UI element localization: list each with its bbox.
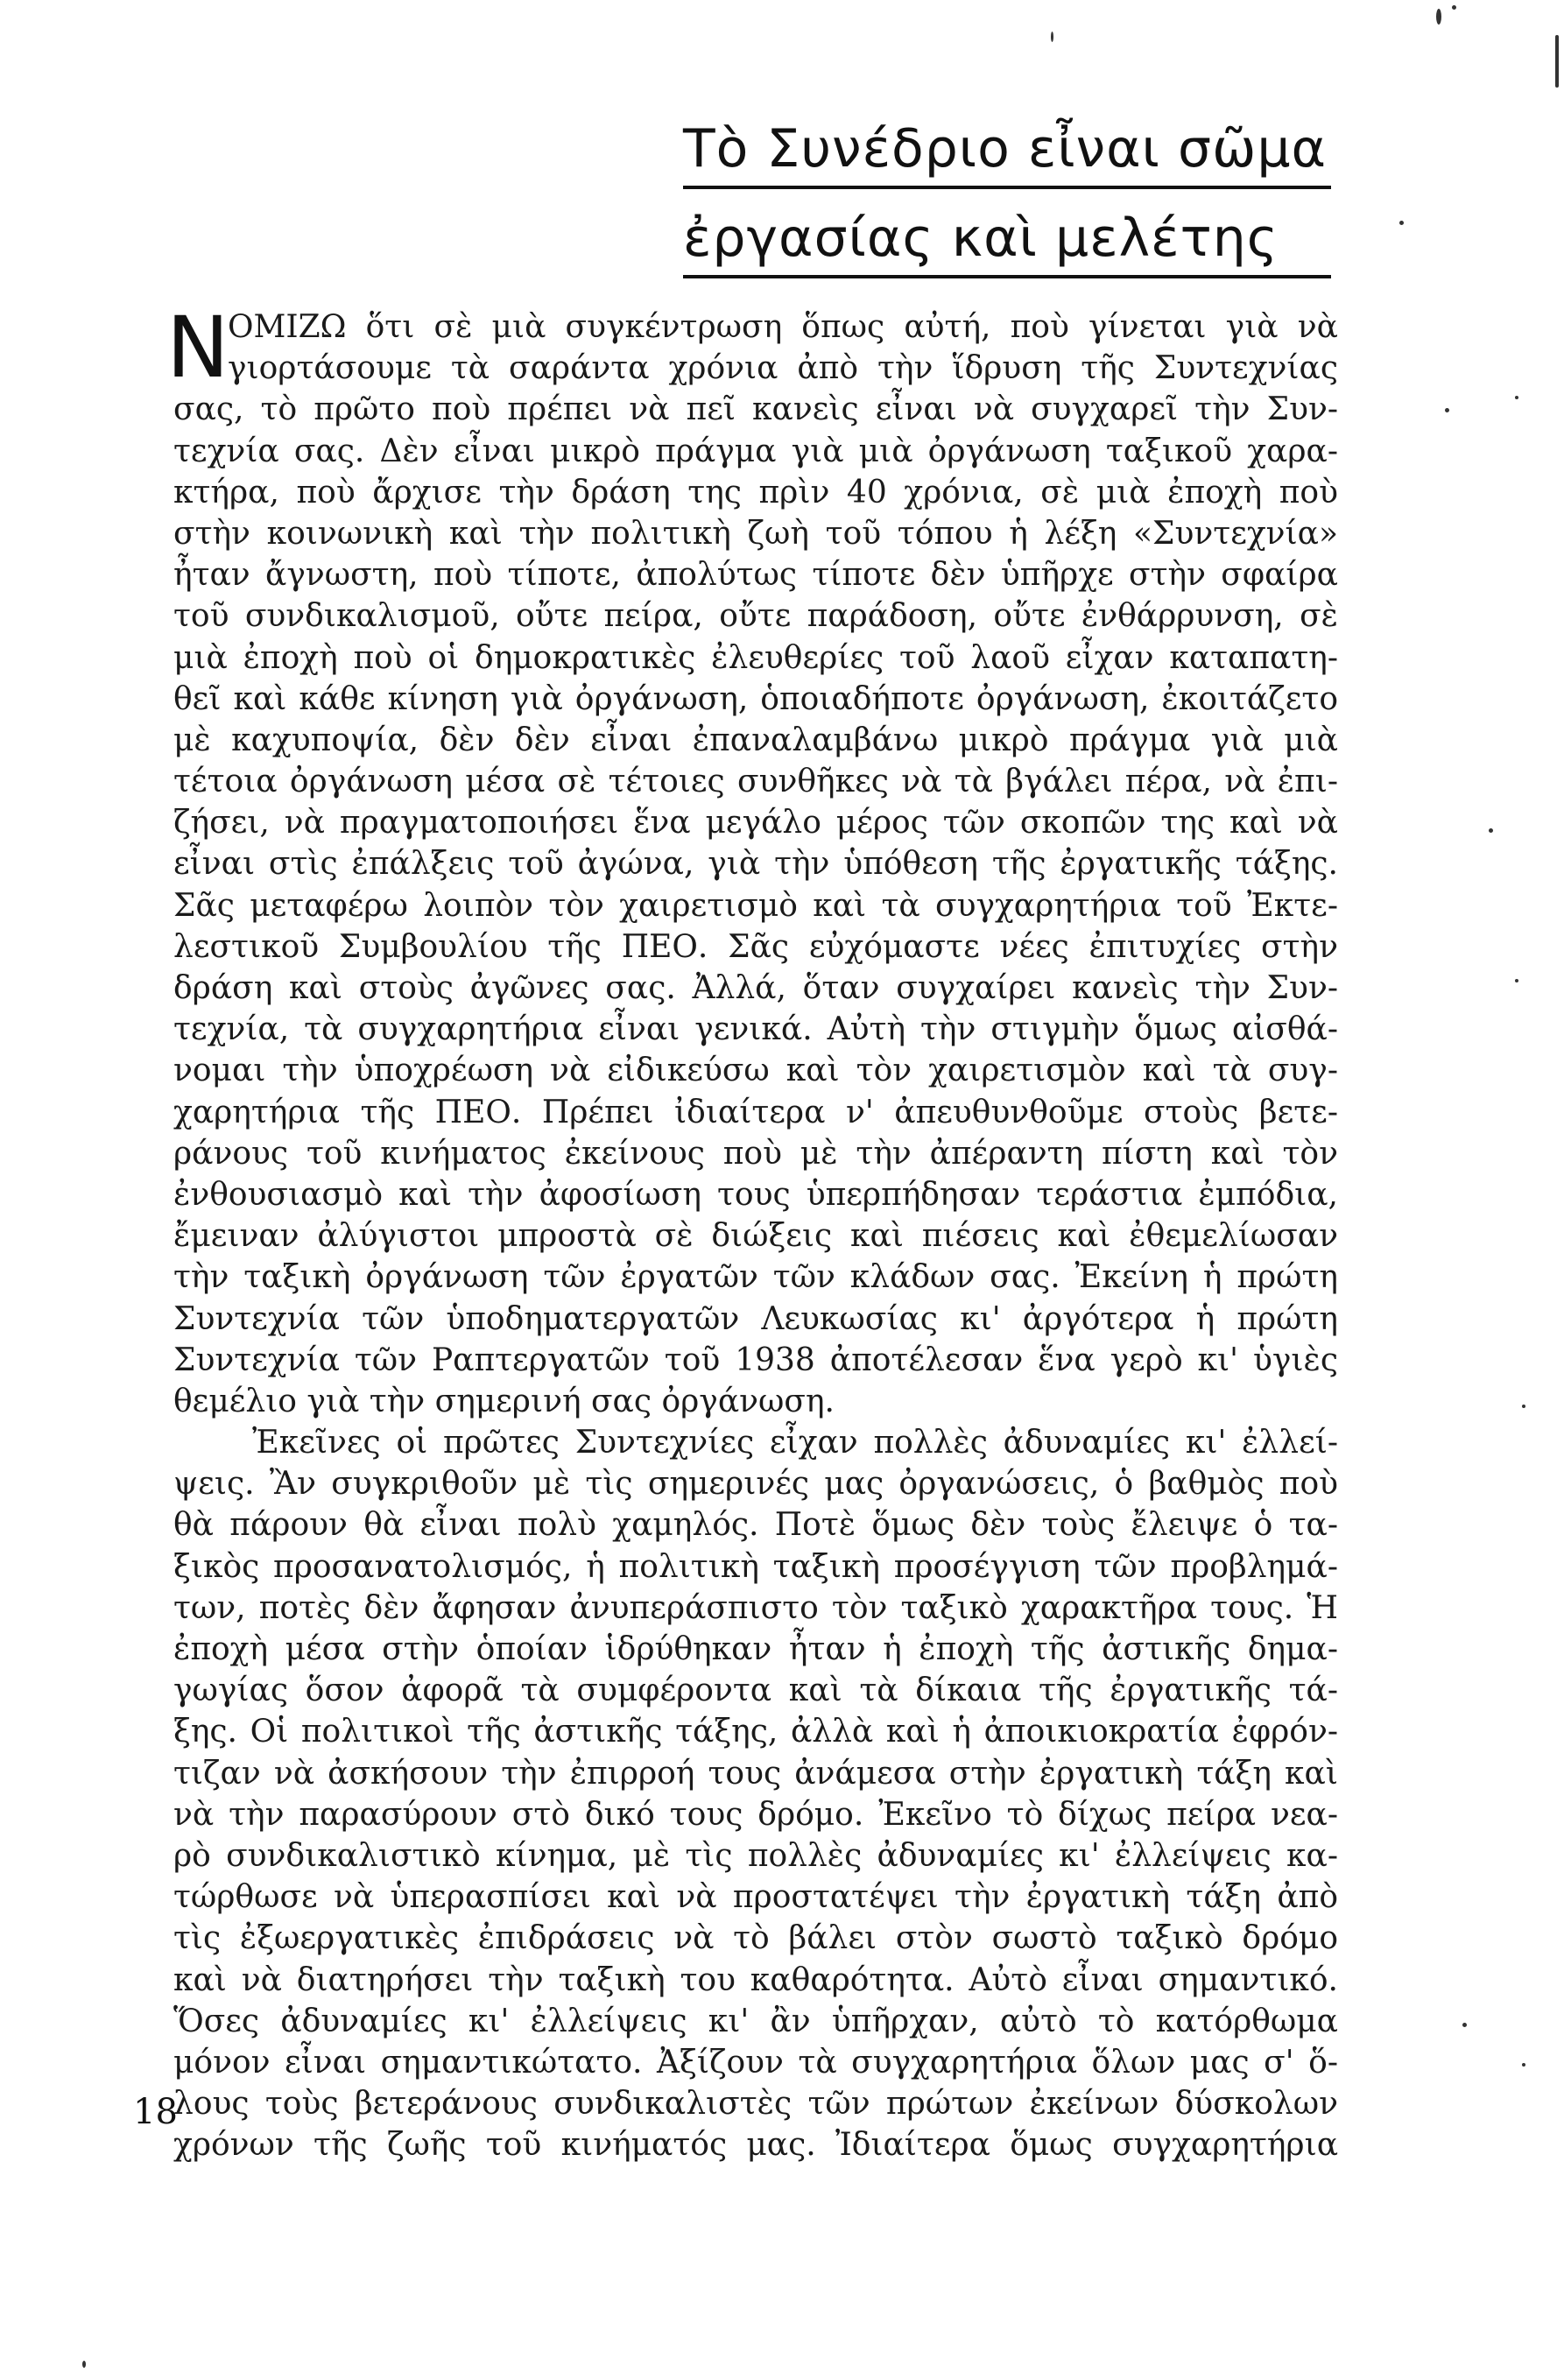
body-line: ἦταν ἄγνωστη, ποὺ τίποτε, ἀπολύτως τίποτε δὲν ὑπῆρχε στὴν σφαίρα: [173, 557, 1338, 594]
body-line: τιζαν νὰ ἀσκήσουν τὴν ἐπιρροή τους ἀνάμεσα στὴν ἐργατικὴ τάξη καὶ: [173, 1755, 1338, 1792]
scan-speck: [1399, 221, 1404, 225]
article-body: [166, 299, 1338, 2165]
scan-speck: [82, 2361, 86, 2368]
body-line: Ὅσες ἀδυναμίες κι' ἐλλείψεις κι' ἂν ὑπῆρχαν, αὐτὸ τὸ κατόρθωμα: [173, 2003, 1338, 2039]
body-line: θεμέλιο γιὰ τὴν σημερινή σας ὀργάνωση.: [173, 1383, 835, 1419]
body-line: θὰ πάρουν θὰ εἶναι πολὺ χαμηλός. Ποτὲ ὅμως δὲν τοὺς ἔλειψε ὁ τα-: [173, 1507, 1338, 1544]
drop-cap: N: [166, 299, 229, 397]
body-line: μὲ καχυποψία, δὲν δὲν εἶναι ἐπαναλαμβάνω μικρὸ πράγμα γιὰ μιὰ: [173, 722, 1338, 758]
body-line: ἔμειναν ἀλύγιστοι μπροστὰ σὲ διώξεις καὶ πιέσεις καὶ ἐθεμελίωσαν: [173, 1218, 1338, 1255]
body-line: τοῦ συνδικαλισμοῦ, οὔτε πείρα, οὔτε παράδοση, οὔτε ἐνθάρρυνση, σὲ: [173, 598, 1338, 635]
body-line: εἶναι στὶς ἐπάλξεις τοῦ ἀγώνα, γιὰ τὴν ὑπόθεση τῆς ἐργατικῆς τάξης.: [173, 846, 1338, 883]
body-line: ζήσει, νὰ πραγματοποιήσει ἕνα μεγάλο μέρος τῶν σκοπῶν της καὶ νὰ: [173, 805, 1338, 841]
body-line: ράνους τοῦ κινήματος ἐκείνους ποὺ μὲ τὴν ἀπέραντη πίστη καὶ τὸν: [173, 1135, 1338, 1172]
body-line: Συντεχνία τῶν ὑποδηματεργατῶν Λευκωσίας κι' ἀργότερα ἡ πρώτη: [173, 1300, 1338, 1337]
body-line: τὴν ταξικὴ ὀργάνωση τῶν ἐργατῶν τῶν κλάδων σας. Ἐκείνη ἡ πρώτη: [173, 1259, 1338, 1296]
body-line: χαρητήρια τῆς ΠΕΟ. Πρέπει ἰδιαίτερα ν' ἀπευθυνθοῦμε στοὺς βετε-: [173, 1094, 1338, 1130]
body-line: νομαι τὴν ὑποχρέωση νὰ εἰδικεύσω καὶ τὸν χαιρετισμὸν καὶ τὰ συγ-: [173, 1053, 1338, 1089]
body-line: λεστικοῦ Συμβουλίου τῆς ΠΕΟ. Σᾶς εὐχόμαστε νέες ἐπιτυχίες στὴν: [173, 928, 1338, 965]
body-line: τέτοια ὀργάνωση μέσα σὲ τέτοιες συνθῆκες νὰ τὰ βγάλει πέρα, νὰ ἐπι-: [173, 764, 1338, 800]
scan-speck: [1452, 5, 1456, 10]
body-line: δράση καὶ στοὺς ἀγῶνες σας. Ἀλλά, ὅταν συγχαίρει κανεὶς τὴν Συν-: [173, 970, 1338, 1006]
body-line: ξης. Οἱ πολιτικοὶ τῆς ἀστικῆς τάξης, ἀλλὰ καὶ ἡ ἀποικιοκρατία ἐφρόν-: [173, 1714, 1338, 1750]
body-line: Σᾶς μεταφέρω λοιπὸν τὸν χαιρετισμὸ καὶ τὰ συγχαρητήρια τοῦ Ἐκτε-: [173, 887, 1338, 924]
scan-speck: [1555, 35, 1559, 88]
scan-speck: [1462, 2023, 1467, 2027]
body-line: τεχνία, τὰ συγχαρητήρια εἶναι γενικά. Αὐτὴ τὴν στιγμὴν ὅμως αἰσθά-: [173, 1011, 1338, 1048]
scan-speck: [1515, 979, 1518, 982]
scan-speck: [1515, 396, 1518, 399]
body-line: στὴν κοινωνικὴ καὶ τὴν πολιτικὴ ζωὴ τοῦ τόπου ἡ λέξη «Συντεχνία»: [173, 515, 1338, 552]
body-line: χρόνων τῆς ζωῆς τοῦ κινήματός μας. Ἰδιαίτερα ὅμως συγχαρητήρια: [173, 2127, 1338, 2164]
body-line: τεχνία σας. Δὲν εἶναι μικρὸ πράγμα γιὰ μιὰ ὀργάνωση ταξικοῦ χαρα-: [173, 433, 1338, 469]
scan-speck: [1436, 9, 1441, 25]
scan-speck: [1522, 2063, 1525, 2067]
body-line-text: ΟΜΙΖΩ ὅτι σὲ μιὰ συγκέντρωση ὅπως αὐτή, ποὺ γίνεται γιὰ νὰ: [228, 309, 1338, 345]
body-line: γωγίας ὅσον ἀφορᾶ τὰ συμφέροντα καὶ τὰ δίκαια τῆς ἐργατικῆς τά-: [173, 1672, 1338, 1709]
article-title: [683, 112, 1331, 278]
body-line: καὶ νὰ διατηρήσει τὴν ταξικὴ του καθαρότητα. Αὐτὸ εἶναι σημαντικό.: [173, 1961, 1338, 1998]
body-line: Συντεχνία τῶν Ραπτεργατῶν τοῦ 1938 ἀποτέλεσαν ἕνα γερὸ κι' ὑγιὲς: [173, 1341, 1338, 1378]
body-line: κτήρα, ποὺ ἄρχισε τὴν δράση της πρὶν 40 χρόνια, σὲ μιὰ ἐποχὴ ποὺ: [173, 474, 1338, 511]
body-line: ψεις. Ἂν συγκριθοῦν μὲ τὶς σημερινές μας ὀργανώσεις, ὁ βαθμὸς ποὺ: [173, 1466, 1338, 1503]
body-line: μόνον εἶναι σημαντικώτατο. Ἀξίζουν τὰ συγχαρητήρια ὅλων μας σ' ὅ-: [173, 2044, 1338, 2081]
body-line: των, ποτὲς δὲν ἄφησαν ἀνυπεράσπιστο τὸν ταξικὸ χαρακτῆρα τους. Ἡ: [173, 1589, 1338, 1626]
page-number: 18: [133, 2092, 178, 2132]
scan-speck: [1489, 828, 1493, 833]
body-line: τώρθωσε νὰ ὑπερασπίσει καὶ νὰ προστατέψει τὴν ἐργατικὴ τάξη ἀπὸ: [173, 1879, 1338, 1916]
body-line: τὶς ἐξωεργατικὲς ἐπιδράσεις νὰ τὸ βάλει στὸν σωστὸ ταξικὸ δρόμο: [173, 1920, 1338, 1957]
scan-speck: [1051, 32, 1053, 42]
body-line: λους τοὺς βετεράνους συνδικαλιστὲς τῶν πρώτων ἐκείνων δύσκολων: [173, 2086, 1338, 2123]
title-line-2: ἐργασίας καὶ μελέτης: [683, 201, 1331, 278]
body-line: ξικὸς προσανατολισμός, ἡ πολιτικὴ ταξικὴ προσέγγιση τῶν προβλημά-: [173, 1548, 1338, 1585]
body-line: σας, τὸ πρῶτο ποὺ πρέπει νὰ πεῖ κανεὶς εἶναι νὰ συγχαρεῖ τὴν Συν-: [173, 391, 1338, 428]
body-line: θεῖ καὶ κάθε κίνηση γιὰ ὀργάνωση, ὁποιαδήποτε ὀργάνωση, ἐκοιτάζετο: [173, 680, 1338, 717]
body-line: μιὰ ἐποχὴ ποὺ οἱ δημοκρατικὲς ἐλευθερίες τοῦ λαοῦ εἶχαν καταπατη-: [173, 639, 1338, 676]
scan-speck: [1522, 1405, 1525, 1408]
scan-speck: [1445, 408, 1449, 412]
body-line: Ἐκεῖνες οἱ πρῶτες Συντεχνίες εἶχαν πολλὲς ἀδυναμίες κι' ἐλλεί-: [252, 1425, 1338, 1461]
body-line: γιορτάσουμε τὰ σαράντα χρόνια ἀπὸ τὴν ἵδρυση τῆς Συντεχνίας: [228, 350, 1338, 387]
body-line: ἐποχὴ μέσα στὴν ὁποίαν ἱδρύθηκαν ἦταν ἡ ἐποχὴ τῆς ἀστικῆς δημα-: [173, 1631, 1338, 1667]
title-line-1: Τὸ Συνέδριο εἶναι σῶμα: [683, 112, 1331, 189]
body-line: ἐνθουσιασμὸ καὶ τὴν ἀφοσίωση τους ὑπερπήδησαν τεράστια ἐμπόδια,: [173, 1176, 1338, 1213]
body-line: νὰ τὴν παρασύρουν στὸ δικό τους δρόμο. Ἐκεῖνο τὸ δίχως πείρα νεα-: [173, 1796, 1338, 1833]
body-line: ρὸ συνδικαλιστικὸ κίνημα, μὲ τὶς πολλὲς ἀδυναμίες κι' ἐλλείψεις κα-: [173, 1837, 1338, 1874]
